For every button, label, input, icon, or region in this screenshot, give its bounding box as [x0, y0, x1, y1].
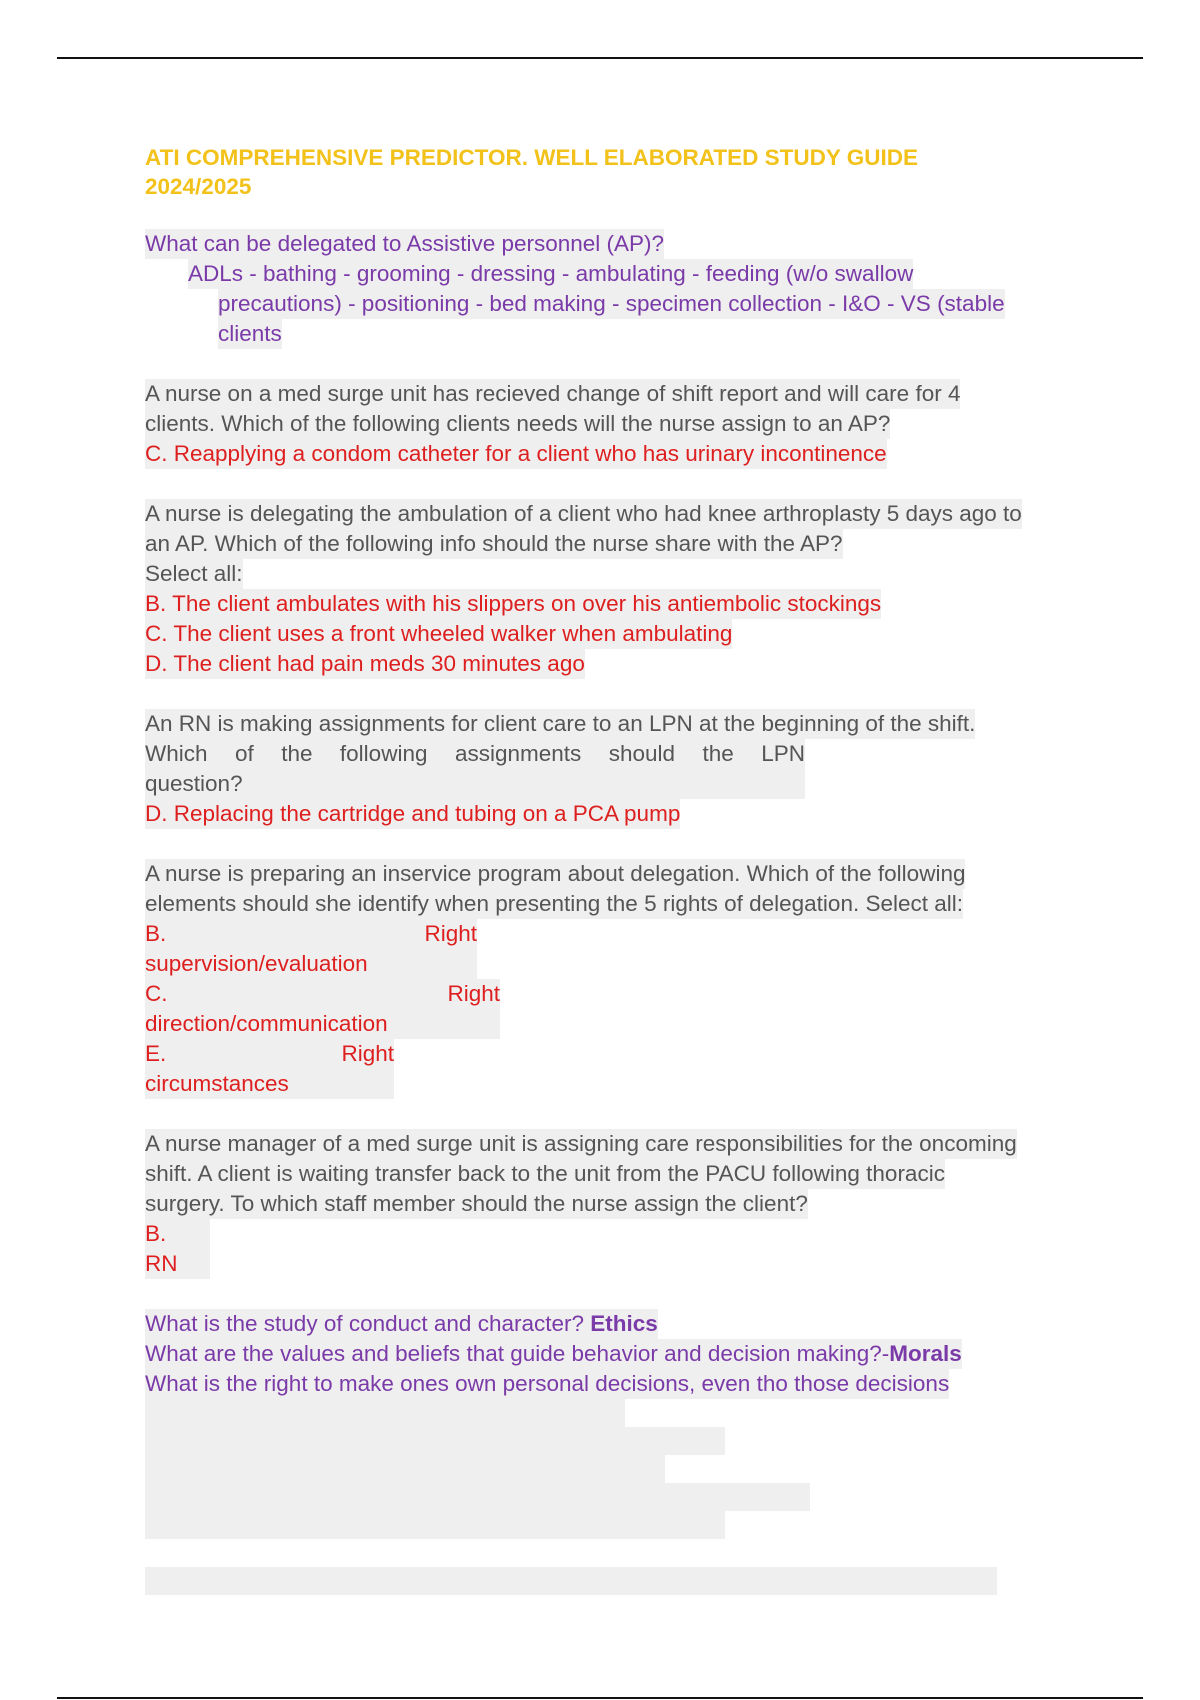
shaded-line	[145, 1483, 810, 1511]
question-line: An RN is making assignments for client care to an LPN at the beginning of the shift.	[145, 709, 975, 739]
qa-ambulation-info	[145, 499, 1095, 679]
qa-five-rights	[145, 859, 1095, 1099]
question-line	[145, 1309, 658, 1339]
word: the	[702, 741, 734, 766]
answer-line: D. Replacing the cartridge and tubing on a PCA pump	[145, 799, 680, 829]
answer-line: D. The client had pain meds 30 minutes ago	[145, 649, 585, 679]
question-text: What is the study of conduct and character?	[145, 1311, 584, 1336]
question-line: shift. A client is waiting transfer back to the unit from the PACU following thoracic	[145, 1159, 945, 1189]
word: of	[234, 741, 254, 766]
word: should	[608, 741, 676, 766]
answer-line: circumstances	[145, 1069, 394, 1099]
question-line: elements should she identify when presenting the 5 rights of delegation. Select all:	[145, 889, 963, 919]
word: the	[281, 741, 313, 766]
question-line: Select all:	[145, 559, 243, 589]
answer-line: precautions) - positioning - bed making - specimen collection - I&O - VS (stable	[218, 289, 1005, 319]
answer-line	[145, 919, 477, 949]
qa-ethics-morals	[145, 1309, 1095, 1399]
answer-word: Right	[424, 921, 477, 946]
bottom-rule	[57, 1697, 1143, 1699]
shaded-line	[145, 1427, 725, 1455]
answer-line: direction/communication	[145, 1009, 500, 1039]
answer-line: C. The client uses a front wheeled walker when ambulating	[145, 619, 732, 649]
question-text: What can be delegated to Assistive personnel (AP)?	[145, 229, 664, 259]
answer-word: Right	[341, 1041, 394, 1066]
answer-line: supervision/evaluation	[145, 949, 477, 979]
document-body	[145, 143, 1095, 1657]
qa-lpn-assignment	[145, 709, 1095, 829]
word: assignments	[454, 741, 582, 766]
answer-letter: B.	[145, 921, 167, 946]
qa-delegation-ap	[145, 229, 1095, 349]
answer-text: RN	[145, 1249, 210, 1279]
word: Which	[145, 741, 208, 766]
answer-word: Right	[447, 981, 500, 1006]
question-line: A nurse is delegating the ambulation of a client who had knee arthroplasty 5 days ago to	[145, 499, 1022, 529]
question-line: surgery. To which staff member should the nurse assign the client?	[145, 1189, 808, 1219]
question-line: an AP. Which of the following info should the nurse share with the AP?	[145, 529, 843, 559]
answer-letter: C.	[145, 981, 168, 1006]
redacted-preview-area	[145, 1427, 1095, 1657]
answer-line: B. The client ambulates with his slippers on over his antiembolic stockings	[145, 589, 881, 619]
question-line: A nurse manager of a med surge unit is assigning care responsibilities for the oncoming	[145, 1129, 1017, 1159]
qa-pacu-assignment	[145, 1129, 1095, 1279]
shaded-line	[145, 1511, 725, 1539]
answer-line: ADLs - bathing - grooming - dressing - ambulating - feeding (w/o swallow	[188, 259, 913, 289]
answer-line: clients	[218, 319, 282, 349]
question-line: clients. Which of the following clients needs will the nurse assign to an AP?	[145, 409, 890, 439]
answer-line	[145, 979, 500, 1009]
question-line: A nurse is preparing an inservice program about delegation. Which of the following	[145, 859, 965, 889]
word: following	[339, 741, 428, 766]
answer-line	[145, 1039, 394, 1069]
answer-letter: E.	[145, 1041, 167, 1066]
word: LPN	[761, 741, 805, 766]
question-text: What are the values and beliefs that guide behavior and decision making?-	[145, 1341, 890, 1366]
title-line-1: ATI COMPREHENSIVE PREDICTOR. WELL ELABORATED STUDY GUIDE	[145, 145, 918, 170]
shaded-line	[145, 1455, 665, 1483]
title-line-2: 2024/2025	[145, 174, 252, 199]
question-line: A nurse on a med surge unit has recieved change of shift report and will care for 4	[145, 379, 960, 409]
shaded-line	[145, 1567, 997, 1595]
document-title	[145, 143, 1095, 201]
top-rule	[57, 57, 1143, 59]
answer-letter: B.	[145, 1219, 210, 1249]
justified-question-line	[145, 739, 805, 769]
qa-assign-to-ap	[145, 379, 1095, 469]
answer-text: Ethics	[590, 1311, 658, 1336]
question-line	[145, 1339, 962, 1369]
question-line: What is the right to make ones own personal decisions, even tho those decisions	[145, 1369, 949, 1399]
answer-text: Morals	[889, 1341, 962, 1366]
shaded-line	[145, 1399, 625, 1427]
answer-line: C. Reapplying a condom catheter for a client who has urinary incontinence	[145, 439, 887, 469]
question-line: question?	[145, 769, 805, 799]
